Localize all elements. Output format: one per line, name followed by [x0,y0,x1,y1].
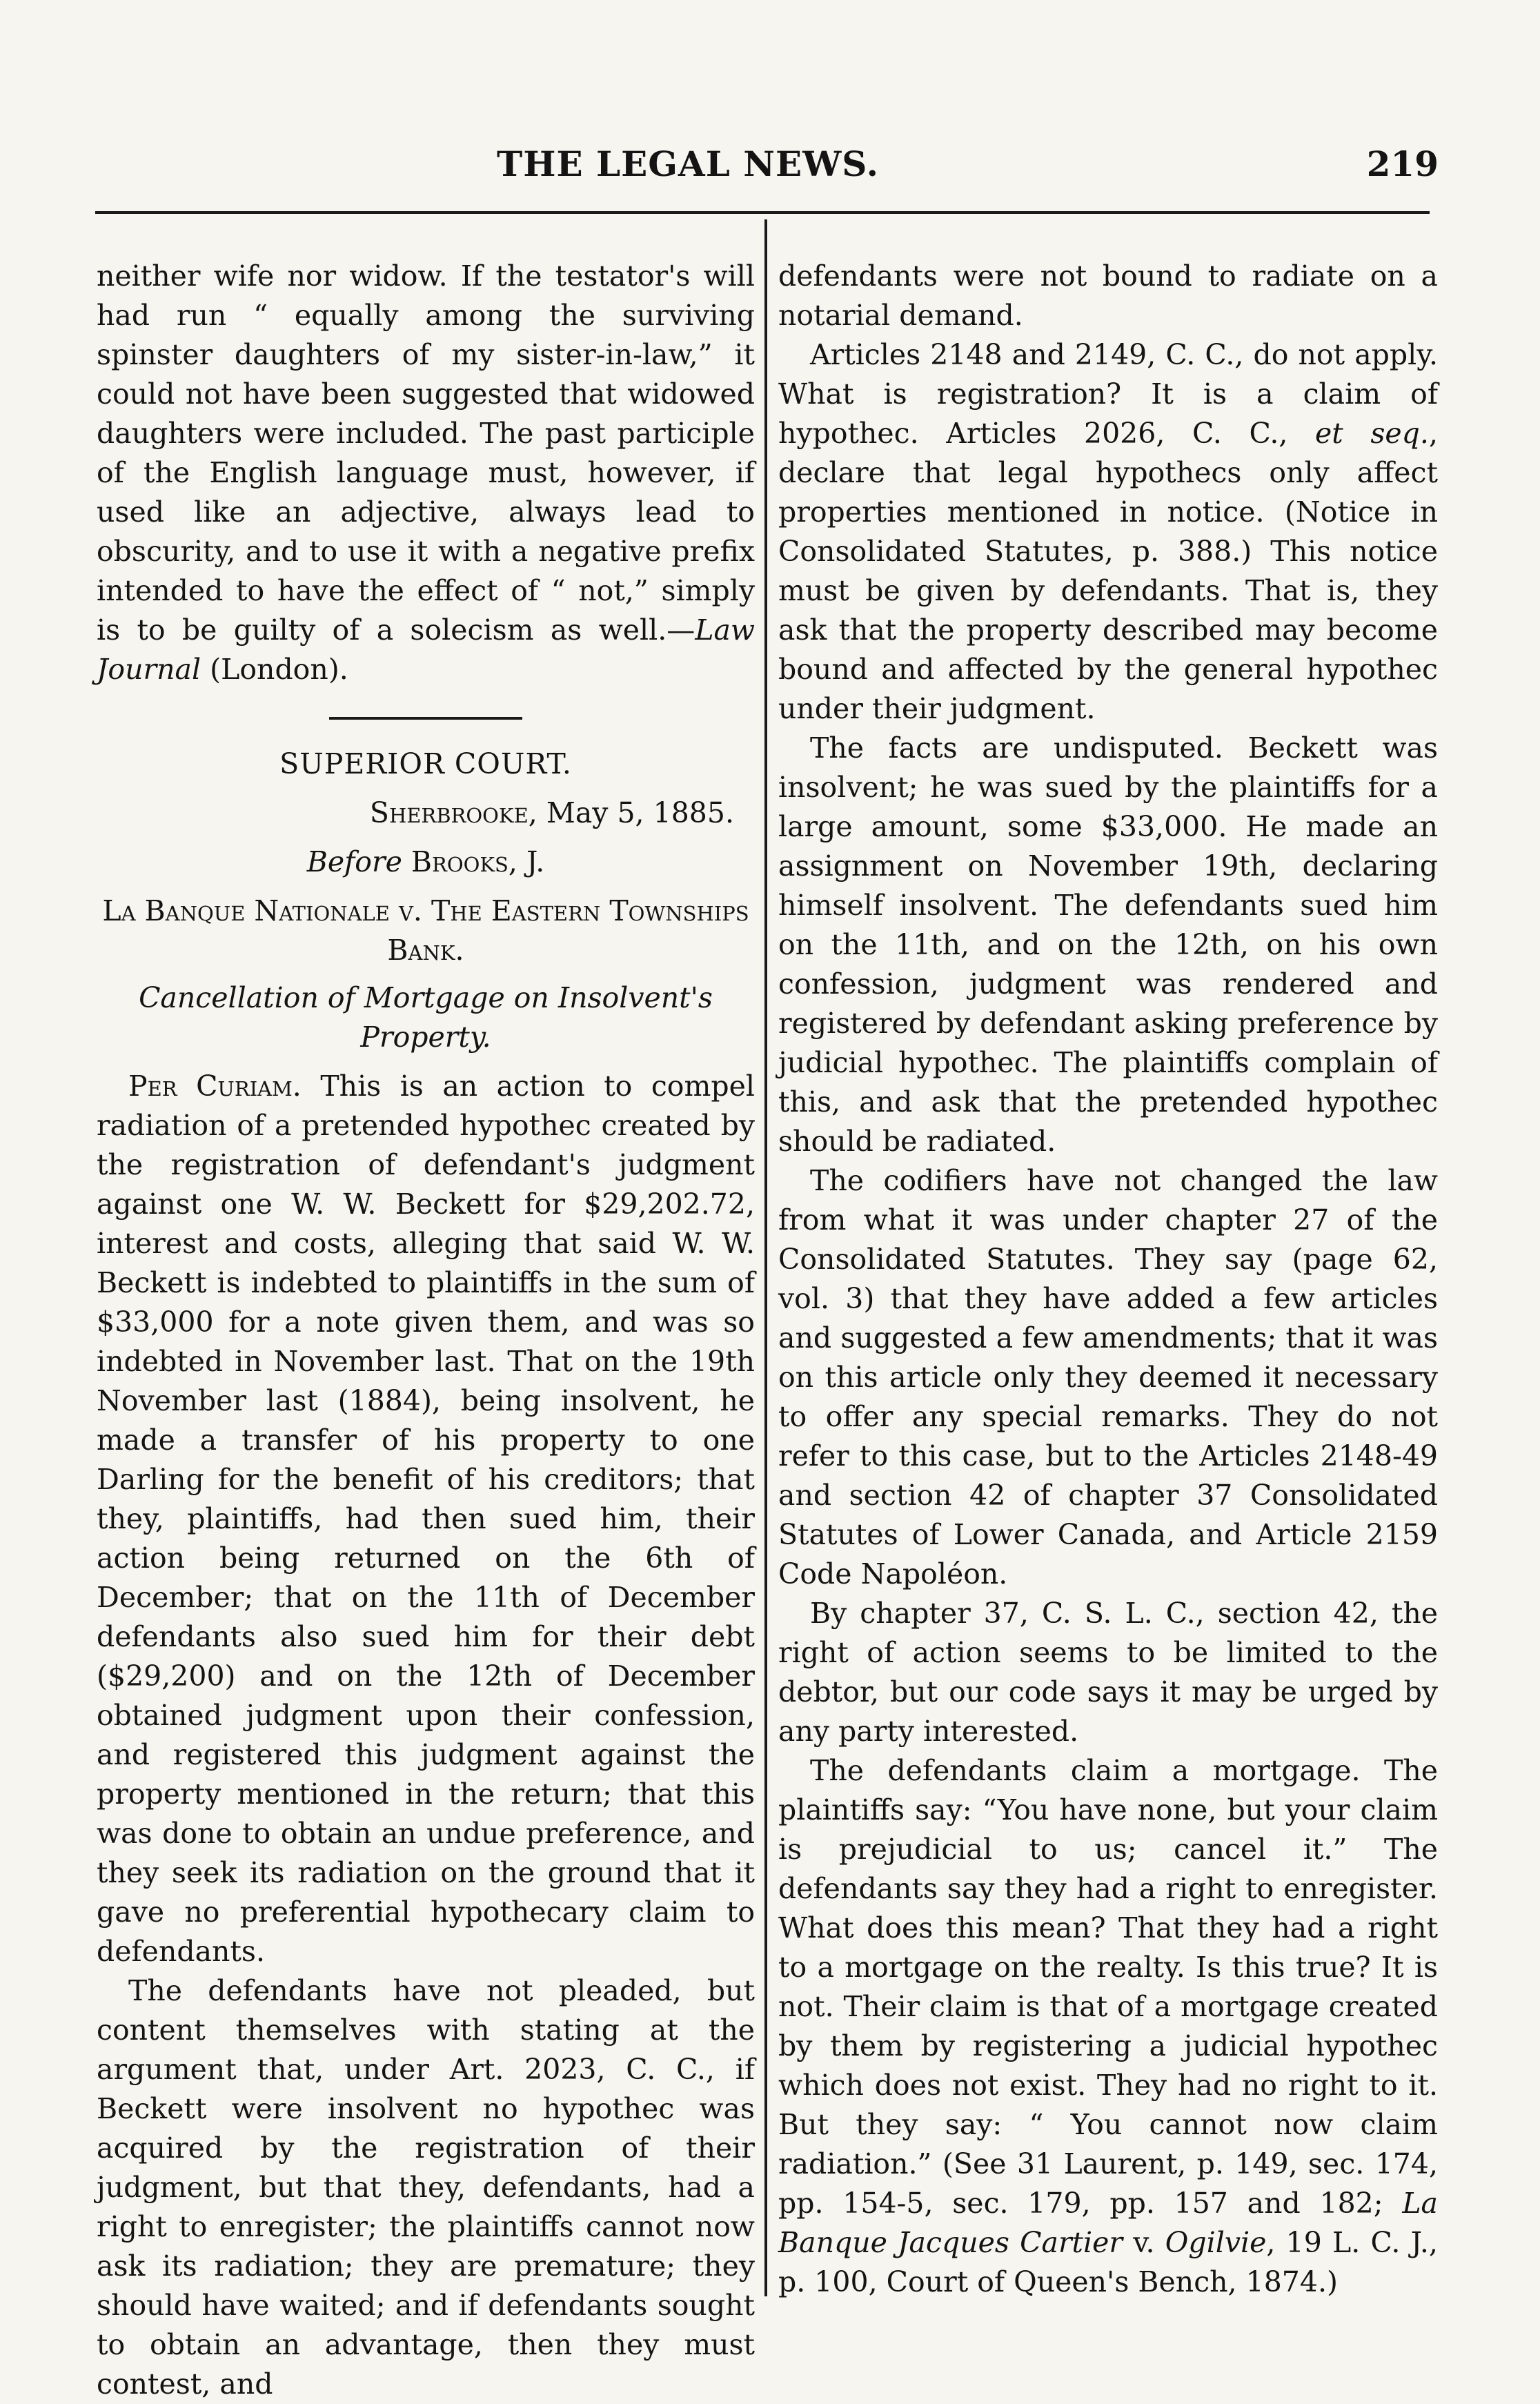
paragraph-text: v. [1123,2226,1165,2259]
before-judge-line [97,843,755,882]
judgment-paragraph [97,1067,755,1971]
running-title: THE LEGAL NEWS. [497,144,879,184]
case-citation: La Banque Jacques Cartier [778,2187,1438,2259]
paragraph-text: , 19 L. C. J., p. 100, Court of Queen's Bench, 1874.) [778,2226,1439,2298]
before-word: Before [306,845,402,878]
et-seq: et seq. [1315,417,1429,450]
judge-name: Brooks, J. [402,845,545,878]
paragraph-text: neither wife nor widow. If the testator's will had run “ equally among the surviving spinster daughters of my sister-in-law,” it could not have been suggested that widowed daughters were included. The past participle of the English language must, however, if used like an adjective, always lead to obscurity, and to use it with a negative prefix intended to have the effect of “ not,” simply is to be guilty of a solecism as well.— [97,259,755,647]
judgment-paragraph: The codifiers have not changed the law from what it was under chapter 27 of the Consolidated Statutes. They say (page 62, vol. 3) that they have added a few articles and suggested a few amendments; that it was on this article only they deemed it necessary to offer any special remarks. They do not refer to this case, but to the Articles 2148-49 and section 42 of chapter 37 Consolidated Statutes of Lower Canada, and Article 2159 Code Napoléon. [778,1164,1438,1590]
judgment-paragraph: The facts are undisputed. Beckett was insolvent; he was sued by the plaintiffs for a large amount, some $33,000. He made an assignment on November 19th, declaring himself insolvent. The defendants sued him on the 11th, and on the 12th, on his own confession, judgment was rendered and registered by defendant asking preference by judicial hypothec. The plaintiffs complain of this, and ask that the pretended hypothec should be radiated. [778,731,1438,1158]
date: , May 5, 1885. [528,796,734,829]
judgment-paragraph: By chapter 37, C. S. L. C., section 42, the right of action seems to be limited to the debtor, but our code says it may be urged by any party interested. [778,1597,1438,1748]
case-subject: Cancellation of Mortgage on Insolvent's Property. [139,981,713,1054]
section-divider [329,717,522,720]
header-rule [95,211,1430,214]
judgment-paragraph [778,335,1438,729]
left-column [97,257,755,2404]
source-citation: Law Journal [97,613,755,686]
paragraph-text: , declare that legal hypothecs only affect properties mentioned in notice. (Notice in Consolidated Statutes, p. 388.) This notice must be given by defendants. That is, they ask that the property described may become bound and affected by the general hypothec under their judgment. [778,417,1438,725]
court-heading: SUPERIOR COURT. [279,747,572,780]
paragraph-text: This is an action to compel radiation of a pretended hypothec created by the registration of defendant's judgment against one W. W. Beckett for $29,202.72, interest and costs, alleging that said W. W. Beckett is indebted to plaintiffs in the sum of $33,000 for a note given them, and was so indebted in November last. That on the 19th November last (1884), being insolvent, he made a transfer of his property to one Darling for the benefit of his creditors; that they, plaintiffs, had then sued him, their action being returned on the 6th of December; that on the 11th of December defendants also sued him for their debt ($29,200) and on the 12th of December obtained judgment upon their confession, and registered this judgment against the property mentioned in the return; that this was done to obtain an undue preference, and they seek its radiation on the ground that it gave no preferential hypothecary claim to defendants. [97,1070,755,1968]
per-curiam: Per Curiam. [128,1070,302,1103]
case-party: Ogilvie [1165,2226,1267,2259]
page-number: 219 [1366,144,1439,184]
article-ending-paragraph [97,257,755,689]
paragraph-text: The defendants claim a mortgage. The plaintiffs say: “You have none, but your claim is prejudicial to us; cancel it.” The defendants say they had a right to enregister. What does this mean? That they had a right to a mortgage on the realty. Is this true? It is not. Their claim is that of a mortgage created by them by registering a judicial hypothec which does not exist. They had no right to it. But they say: “ You cannot now claim radiation.” (See 31 Laurent, p. 149, sec. 174, pp. 154-5, sec. 179, pp. 157 and 182; [778,1754,1438,2220]
place-date-line [97,794,755,833]
place: Sherbrooke [369,796,529,829]
right-column [778,257,1438,2302]
judgment-paragraph: The defendants have not pleaded, but content themselves with stating at the argument that, under Art. 2023, C. C., if Beckett were insolvent no hypothec was acquired by the registration of their judgment, but that they, defendants, had a right to enregister; the plaintiffs cannot now ask its radiation; they are premature; they should have waited; and if defendants sought to obtain an advantage, then they must contest, and [97,1974,755,2401]
judgment-paragraph: defendants were not bound to radiate on a notarial demand. [778,259,1438,332]
paragraph-text: (London). [201,653,348,686]
column-divider [764,219,767,2296]
case-title: La Banque Nationale v. The Eastern Townships Bank. [102,894,749,967]
judgment-paragraph [778,1751,1438,2302]
paragraph-text: Articles 2148 and 2149, C. C., do not apply. What is registration? It is a claim of hypothec. Articles 2026, C. C., [778,338,1438,450]
